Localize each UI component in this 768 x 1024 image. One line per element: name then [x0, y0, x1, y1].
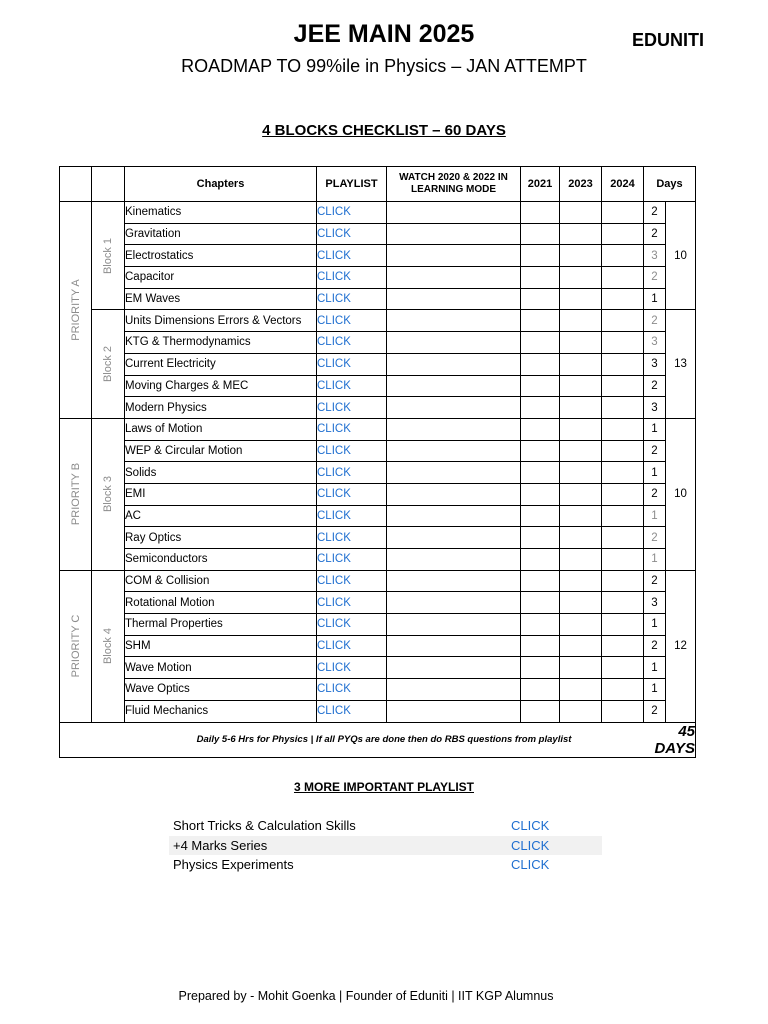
playlist-link[interactable]: CLICK [317, 418, 387, 440]
chapter-days: 2 [644, 310, 666, 332]
playlist-link[interactable]: CLICK [317, 332, 387, 354]
checklist-heading: 4 BLOCKS CHECKLIST – 60 DAYS [262, 122, 506, 139]
year-2024-cell[interactable] [602, 657, 644, 679]
chapter-name: Fluid Mechanics [125, 700, 317, 722]
table-row [60, 462, 696, 484]
year-2023-cell[interactable] [560, 375, 602, 397]
chapter-name: EM Waves [125, 288, 317, 310]
year-2023-cell[interactable] [560, 700, 602, 722]
table-row [60, 549, 696, 571]
chapter-name: Current Electricity [125, 353, 317, 375]
watch-cell[interactable] [387, 288, 521, 310]
chapter-days: 3 [644, 592, 666, 614]
year-2023-cell[interactable] [560, 332, 602, 354]
playlist-link[interactable]: CLICK [317, 440, 387, 462]
block-text: Block 4 [102, 628, 114, 665]
playlist-link[interactable]: CLICK [317, 202, 387, 224]
year-2024-cell[interactable] [602, 245, 644, 267]
watch-cell[interactable] [387, 700, 521, 722]
block-total-days: 10 [666, 202, 696, 310]
year-2023-cell[interactable] [560, 635, 602, 657]
year-2024-cell[interactable] [602, 483, 644, 505]
playlist-link[interactable]: CLICK [317, 267, 387, 289]
table-row [60, 679, 696, 701]
year-2021-cell[interactable] [521, 310, 560, 332]
header-days: Days [644, 167, 696, 202]
watch-cell[interactable] [387, 245, 521, 267]
year-2024-cell[interactable] [602, 527, 644, 549]
chapter-days: 1 [644, 505, 666, 527]
year-2023-cell[interactable] [560, 288, 602, 310]
year-2024-cell[interactable] [602, 635, 644, 657]
table-row [60, 245, 696, 267]
year-2024-cell[interactable] [602, 614, 644, 636]
year-2021-cell[interactable] [521, 267, 560, 289]
playlist-item-label: Short Tricks & Calculation Skills [173, 818, 356, 833]
chapter-name: WEP & Circular Motion [125, 440, 317, 462]
year-2023-cell[interactable] [560, 570, 602, 592]
priority-label [60, 570, 92, 722]
year-2021-cell[interactable] [521, 700, 560, 722]
year-2021-cell[interactable] [521, 549, 560, 571]
chapter-name: SHM [125, 635, 317, 657]
chapter-days: 2 [644, 527, 666, 549]
chapter-name: Gravitation [125, 223, 317, 245]
watch-cell[interactable] [387, 332, 521, 354]
more-playlist-heading: 3 MORE IMPORTANT PLAYLIST [293, 780, 474, 794]
prepared-by-footer: Prepared by - Mohit Goenka | Founder of Eduniti | IIT KGP Alumnus [178, 989, 554, 1003]
checklist-body [60, 202, 696, 758]
playlist-link[interactable]: CLICK [317, 288, 387, 310]
year-2023-cell[interactable] [560, 614, 602, 636]
year-2023-cell[interactable] [560, 483, 602, 505]
year-2023-cell[interactable] [560, 353, 602, 375]
chapter-name: Capacitor [125, 267, 317, 289]
chapter-days: 2 [644, 440, 666, 462]
year-2023-cell[interactable] [560, 679, 602, 701]
chapter-days: 2 [644, 635, 666, 657]
year-2024-cell[interactable] [602, 679, 644, 701]
block-label [92, 310, 125, 418]
chapter-name: Thermal Properties [125, 614, 317, 636]
table-row [60, 223, 696, 245]
watch-cell[interactable] [387, 592, 521, 614]
chapter-days: 2 [644, 375, 666, 397]
priority-text: PRIORITY A [69, 279, 82, 341]
chapter-name: Solids [125, 462, 317, 484]
block-total-days: 10 [666, 418, 696, 570]
watch-cell[interactable] [387, 418, 521, 440]
playlist-item [169, 855, 602, 875]
year-2024-cell[interactable] [602, 310, 644, 332]
watch-cell[interactable] [387, 679, 521, 701]
table-row [60, 440, 696, 462]
header-2021: 2021 [521, 167, 560, 202]
chapter-name: Ray Optics [125, 527, 317, 549]
table-row [60, 375, 696, 397]
year-2024-cell[interactable] [602, 440, 644, 462]
chapter-name: Laws of Motion [125, 418, 317, 440]
chapter-name: COM & Collision [125, 570, 317, 592]
more-playlist-list [169, 816, 602, 875]
year-2023-cell[interactable] [560, 657, 602, 679]
year-2024-cell[interactable] [602, 549, 644, 571]
block-label [92, 570, 125, 722]
block-text: Block 1 [102, 237, 114, 274]
year-2023-cell[interactable] [560, 202, 602, 224]
playlist-item [169, 836, 602, 856]
chapter-name: Units Dimensions Errors & Vectors [125, 310, 317, 332]
chapter-days: 3 [644, 353, 666, 375]
page-subtitle: ROADMAP TO 99%ile in Physics – JAN ATTEMPT [181, 56, 587, 76]
year-2024-cell[interactable] [602, 397, 644, 419]
year-2021-cell[interactable] [521, 614, 560, 636]
watch-cell[interactable] [387, 353, 521, 375]
year-2023-cell[interactable] [560, 310, 602, 332]
priority-text: PRIORITY C [69, 614, 82, 678]
chapter-days: 1 [644, 679, 666, 701]
table-row [60, 700, 696, 722]
year-2023-cell[interactable] [560, 505, 602, 527]
year-2023-cell[interactable] [560, 223, 602, 245]
year-2023-cell[interactable] [560, 397, 602, 419]
table-row [60, 202, 696, 224]
year-2023-cell[interactable] [560, 462, 602, 484]
chapter-days: 2 [644, 483, 666, 505]
playlist-item-link[interactable]: CLICK [511, 837, 550, 853]
table-row [60, 483, 696, 505]
table-row [60, 657, 696, 679]
table-row [60, 592, 696, 614]
playlist-link[interactable]: CLICK [317, 549, 387, 571]
block-text: Block 3 [102, 476, 114, 513]
header-block-blank [92, 167, 125, 202]
year-2021-cell[interactable] [521, 505, 560, 527]
year-2021-cell[interactable] [521, 635, 560, 657]
playlist-link[interactable]: CLICK [317, 223, 387, 245]
chapter-days: 2 [644, 202, 666, 224]
footer-blank [60, 722, 125, 757]
chapter-name: Rotational Motion [125, 592, 317, 614]
year-2021-cell[interactable] [521, 397, 560, 419]
table-row [60, 332, 696, 354]
playlist-link[interactable]: CLICK [317, 570, 387, 592]
year-2021-cell[interactable] [521, 332, 560, 354]
watch-cell[interactable] [387, 462, 521, 484]
playlist-link[interactable]: CLICK [317, 657, 387, 679]
watch-cell[interactable] [387, 310, 521, 332]
priority-label [60, 202, 92, 419]
table-row [60, 614, 696, 636]
chapter-days: 2 [644, 700, 666, 722]
playlist-link[interactable]: CLICK [317, 483, 387, 505]
playlist-link[interactable]: CLICK [317, 462, 387, 484]
year-2021-cell[interactable] [521, 202, 560, 224]
brand-name: EDUNITI [632, 30, 704, 50]
table-header-row [60, 167, 696, 202]
year-2021-cell[interactable] [521, 570, 560, 592]
table-row [60, 570, 696, 592]
watch-cell[interactable] [387, 505, 521, 527]
playlist-link[interactable]: CLICK [317, 614, 387, 636]
table-row [60, 353, 696, 375]
chapter-name: Electrostatics [125, 245, 317, 267]
year-2023-cell[interactable] [560, 418, 602, 440]
year-2021-cell[interactable] [521, 527, 560, 549]
daily-hours-note: Daily 5-6 Hrs for Physics | If all PYQs are done then do RBS questions from playlist [125, 722, 644, 757]
year-2021-cell[interactable] [521, 375, 560, 397]
table-row [60, 635, 696, 657]
playlist-item-link[interactable]: CLICK [511, 857, 550, 872]
table-row [60, 397, 696, 419]
chapter-days: 1 [644, 418, 666, 440]
playlist-item-label: +4 Marks Series [173, 837, 268, 853]
year-2024-cell[interactable] [602, 375, 644, 397]
year-2021-cell[interactable] [521, 679, 560, 701]
year-2023-cell[interactable] [560, 267, 602, 289]
chapter-days: 2 [644, 570, 666, 592]
chapter-days: 1 [644, 549, 666, 571]
playlist-link[interactable]: CLICK [317, 397, 387, 419]
year-2023-cell[interactable] [560, 245, 602, 267]
year-2021-cell[interactable] [521, 288, 560, 310]
playlist-link[interactable]: CLICK [317, 505, 387, 527]
year-2021-cell[interactable] [521, 245, 560, 267]
year-2024-cell[interactable] [602, 570, 644, 592]
watch-cell[interactable] [387, 527, 521, 549]
watch-cell[interactable] [387, 614, 521, 636]
block-text: Block 2 [102, 346, 114, 383]
total-days: 45 DAYS [644, 722, 696, 757]
table-row [60, 527, 696, 549]
header-2023: 2023 [560, 167, 602, 202]
chapter-days: 1 [644, 288, 666, 310]
year-2021-cell[interactable] [521, 462, 560, 484]
chapter-name: EMI [125, 483, 317, 505]
year-2024-cell[interactable] [602, 202, 644, 224]
year-2021-cell[interactable] [521, 440, 560, 462]
playlist-link[interactable]: CLICK [317, 353, 387, 375]
table-footer-row [60, 722, 696, 757]
chapter-days: 3 [644, 245, 666, 267]
header-chapters: Chapters [125, 167, 317, 202]
watch-cell[interactable] [387, 657, 521, 679]
year-2024-cell[interactable] [602, 223, 644, 245]
chapter-days: 1 [644, 614, 666, 636]
watch-cell[interactable] [387, 635, 521, 657]
chapter-name: Kinematics [125, 202, 317, 224]
year-2024-cell[interactable] [602, 462, 644, 484]
year-2021-cell[interactable] [521, 483, 560, 505]
header-playlist: PLAYLIST [317, 167, 387, 202]
playlist-link[interactable]: CLICK [317, 700, 387, 722]
year-2023-cell[interactable] [560, 549, 602, 571]
year-2024-cell[interactable] [602, 353, 644, 375]
year-2024-cell[interactable] [602, 700, 644, 722]
year-2021-cell[interactable] [521, 353, 560, 375]
playlist-link[interactable]: CLICK [317, 527, 387, 549]
year-2024-cell[interactable] [602, 332, 644, 354]
year-2021-cell[interactable] [521, 592, 560, 614]
priority-label [60, 418, 92, 570]
chapter-name: Wave Optics [125, 679, 317, 701]
playlist-link[interactable]: CLICK [317, 310, 387, 332]
playlist-link[interactable]: CLICK [317, 635, 387, 657]
year-2021-cell[interactable] [521, 418, 560, 440]
chapter-days: 2 [644, 267, 666, 289]
chapter-name: Semiconductors [125, 549, 317, 571]
chapter-name: Moving Charges & MEC [125, 375, 317, 397]
year-2024-cell[interactable] [602, 418, 644, 440]
watch-cell[interactable] [387, 397, 521, 419]
playlist-link[interactable]: CLICK [317, 592, 387, 614]
year-2021-cell[interactable] [521, 657, 560, 679]
year-2024-cell[interactable] [602, 592, 644, 614]
year-2024-cell[interactable] [602, 288, 644, 310]
chapter-name: Modern Physics [125, 397, 317, 419]
block-label [92, 202, 125, 310]
year-2023-cell[interactable] [560, 592, 602, 614]
year-2021-cell[interactable] [521, 223, 560, 245]
watch-cell[interactable] [387, 483, 521, 505]
chapter-days: 1 [644, 462, 666, 484]
playlist-link[interactable]: CLICK [317, 375, 387, 397]
checklist-table [59, 166, 696, 758]
year-2023-cell[interactable] [560, 440, 602, 462]
priority-text: PRIORITY B [69, 463, 82, 526]
playlist-item-link[interactable]: CLICK [511, 818, 550, 833]
block-total-days: 13 [666, 310, 696, 418]
page-title: JEE MAIN 2025 [293, 20, 475, 48]
table-row [60, 418, 696, 440]
chapter-days: 3 [644, 332, 666, 354]
watch-cell[interactable] [387, 440, 521, 462]
playlist-item-label: Physics Experiments [173, 857, 294, 872]
year-2024-cell[interactable] [602, 267, 644, 289]
header-watch: WATCH 2020 & 2022 IN LEARNING MODE [387, 167, 521, 202]
year-2024-cell[interactable] [602, 505, 644, 527]
year-2023-cell[interactable] [560, 527, 602, 549]
watch-cell[interactable] [387, 375, 521, 397]
watch-cell[interactable] [387, 223, 521, 245]
playlist-item [169, 816, 602, 836]
table-row [60, 310, 696, 332]
chapter-days: 1 [644, 657, 666, 679]
watch-cell[interactable] [387, 267, 521, 289]
chapter-name: Wave Motion [125, 657, 317, 679]
header-priority-blank [60, 167, 92, 202]
watch-cell[interactable] [387, 549, 521, 571]
block-label [92, 418, 125, 570]
chapter-name: KTG & Thermodynamics [125, 332, 317, 354]
chapter-days: 3 [644, 397, 666, 419]
watch-cell[interactable] [387, 570, 521, 592]
table-row [60, 288, 696, 310]
block-total-days: 12 [666, 570, 696, 722]
table-row [60, 505, 696, 527]
chapter-name: AC [125, 505, 317, 527]
table-row [60, 267, 696, 289]
playlist-link[interactable]: CLICK [317, 245, 387, 267]
chapter-days: 2 [644, 223, 666, 245]
playlist-link[interactable]: CLICK [317, 679, 387, 701]
header-2024: 2024 [602, 167, 644, 202]
watch-cell[interactable] [387, 202, 521, 224]
